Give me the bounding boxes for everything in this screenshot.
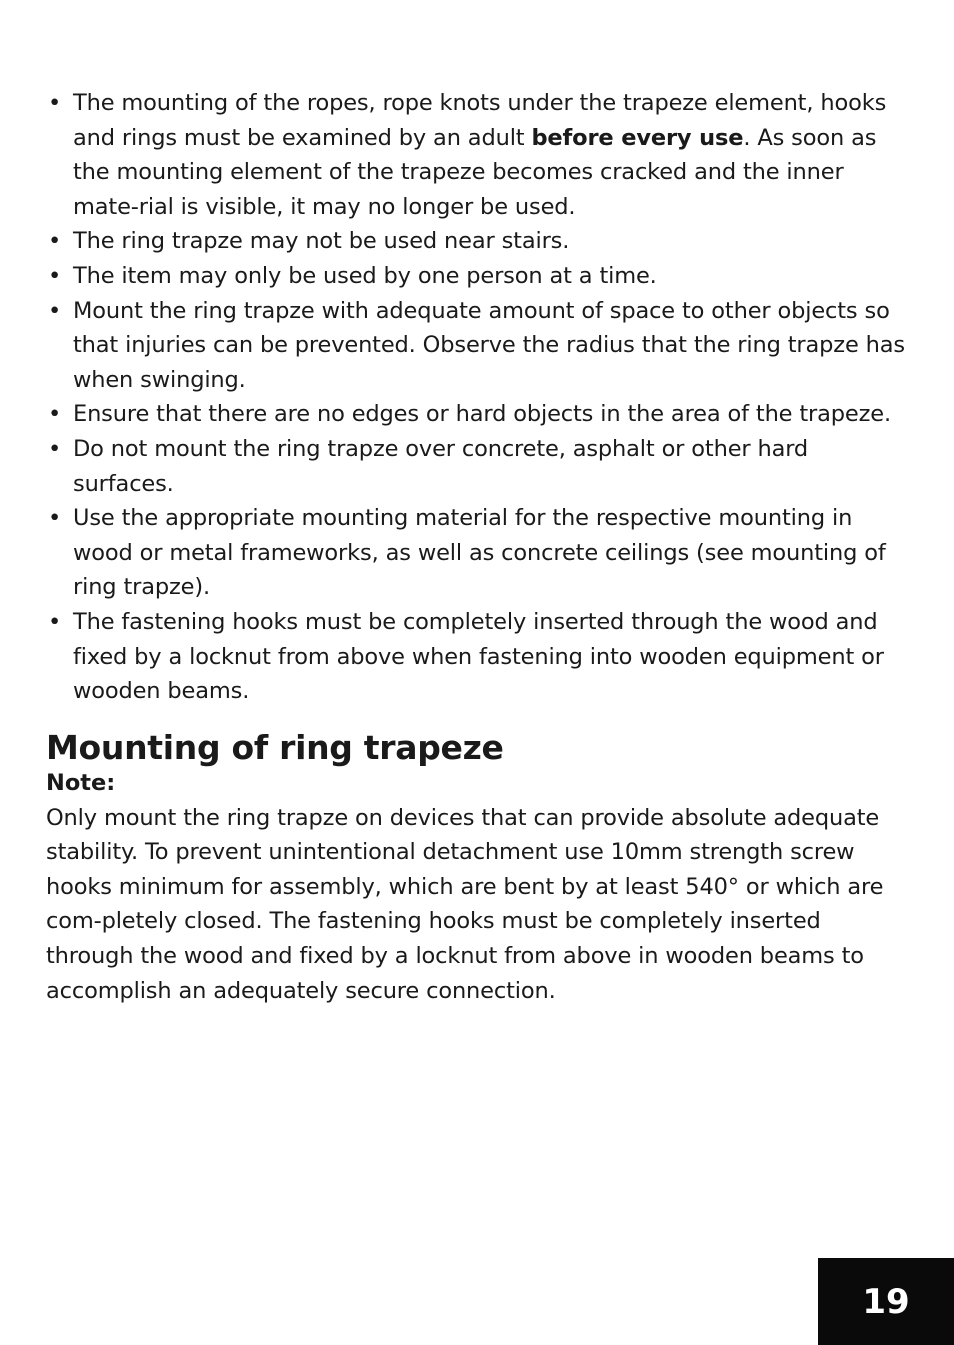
page-number-box xyxy=(818,1258,954,1345)
page-content xyxy=(46,86,910,1008)
note-body: Only mount the ring trapze on devices that can provide absolute adequate stability. To prevent unintentional detachment use 10mm strength screw hooks minimum for assembly, which are bent by at least 540° or which are com-pletely closed. The fastening hooks must be completely inserted through the wood and fixed by a locknut from above in wooden beams to accomplish an adequately secure connection. xyxy=(46,804,884,1004)
bullet-item: • The fastening hooks must be completely inserted through the wood and fixed by a locknut from above when fastening into wooden equipment or wooden beams. xyxy=(46,605,910,709)
emphasis-text: before every use xyxy=(531,124,744,151)
bullet-item: • The item may only be used by one person at a time. xyxy=(46,259,910,294)
bullet-item: • The ring trapze may not be used near stairs. xyxy=(46,224,910,259)
bullet-item: • Ensure that there are no edges or hard objects in the area of the trapeze. xyxy=(46,397,910,432)
section-title: Mounting of ring trapeze xyxy=(46,727,504,767)
bullet-item: • Do not mount the ring trapze over concrete, asphalt or other hard surfaces. xyxy=(46,432,910,501)
bullet-item: • The mounting of the ropes, rope knots under the trapeze element, hooks and rings must be examined by an adult before every use. As soon as the mounting element of the trapeze becomes cracked and the inner mate-rial is visible, it may no longer be used. xyxy=(46,86,910,224)
note-label: Note: xyxy=(46,769,116,796)
bullet-item: • Mount the ring trapze with adequate amount of space to other objects so that injuries can be prevented. Observe the radius that the ring trapze has when swinging. xyxy=(46,294,910,398)
safety-bullet-list xyxy=(46,86,910,709)
page-number: 19 xyxy=(862,1281,910,1322)
bullet-item: • Use the appropriate mounting material for the respective mounting in wood or metal frameworks, as well as concrete ceilings (see mounting of ring trapze). xyxy=(46,501,910,605)
